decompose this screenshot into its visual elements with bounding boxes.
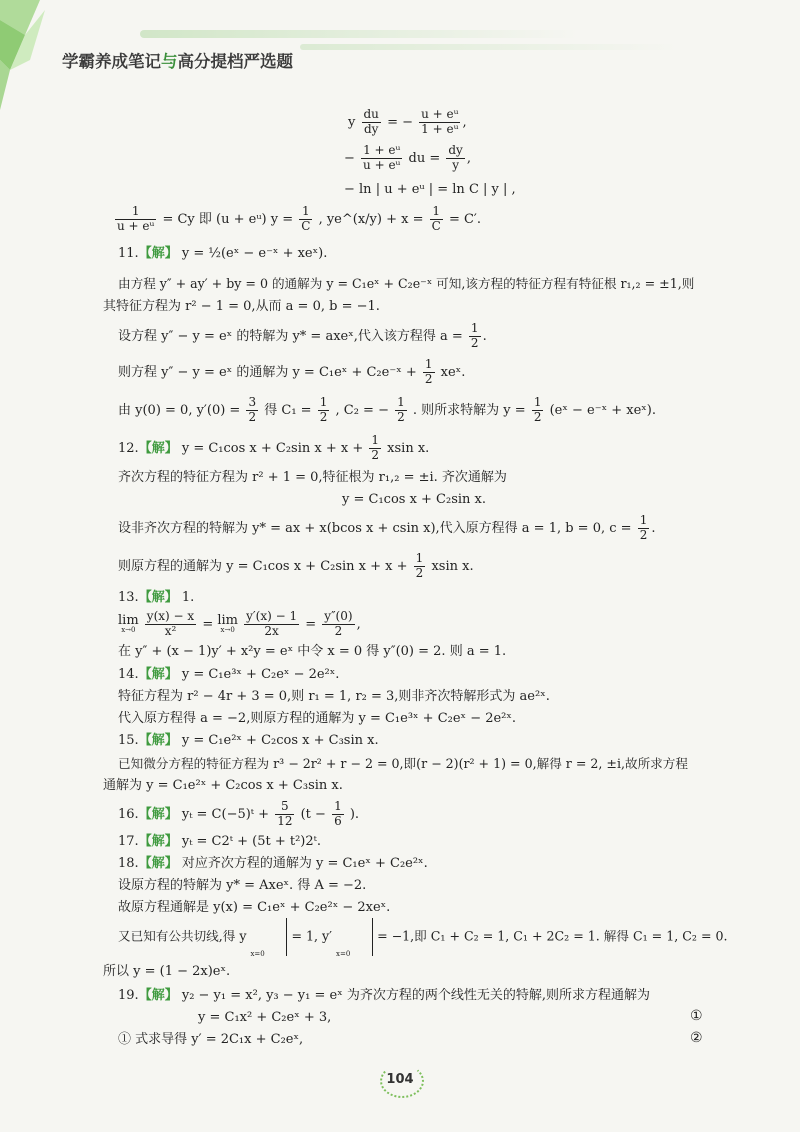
q19-text-b: ① 式求导得 y′ = 2C₁x + C₂eˣ,	[118, 1032, 304, 1047]
q15-answer: 15.【解】 y = C₁e²ˣ + C₂cos x + C₃sin x.	[118, 733, 379, 748]
q13-text: 在 y″ + (x − 1)y′ + x²y = eˣ 中令 x = 0 得 y″(0) = 2. 则 a = 1.	[118, 644, 507, 659]
header-decoration-2	[300, 44, 680, 50]
q16-answer: 16.【解】 yₜ = C(−5)ᵗ + $\frac{5}{12}$ (t − $\frac{1}{6}$ ).	[118, 799, 360, 828]
q15-text-a: 已知微分方程的特征方程为 r³ − 2r² + r − 2 = 0,即(r − 2)(r² + 1) = 0,解得 r = 2, ±i,故所求方程	[118, 756, 688, 771]
q15-text-b: 通解为 y = C₁e²ˣ + C₂cos x + C₃sin x.	[103, 778, 343, 793]
q18-text-a: 设原方程的特解为 y* = Axeˣ. 得 A = −2.	[118, 878, 367, 893]
q11-text-a: 由方程 y″ + ay′ + by = 0 的通解为 y = C₁eˣ + C₂e⁻ˣ 可知,该方程的特征方程有特征根 r₁,₂ = ±1,则	[118, 276, 695, 291]
q11-answer: 11.【解】 y = ½(eˣ − e⁻ˣ + xeˣ).	[118, 246, 328, 261]
q13-limit: lim x→0 $\frac{y(x) - x}{\text{x²}}$ = lim x→0 $\frac{y'(x) - 1}{2x}$ = $\frac{y''(0)}{2}$ ,	[118, 609, 361, 638]
eq-line-1: y $\frac{du}{dy}$ = − $\frac{\text{u + eᵘ}}{\text{1 + eᵘ}}$ ,	[348, 107, 467, 136]
q12-text-c: 设非齐次方程的特解为 y* = ax + x(bcos x + csin x),代入原方程得 a = 1, b = 0, c = $\frac{1}{2}$ .	[118, 513, 656, 542]
page-number: 104	[380, 1066, 420, 1096]
q11-text-c: 设方程 y″ − y = eˣ 的特解为 y* = axeˣ,代入该方程得 a = $\frac{1}{2}$ .	[118, 321, 487, 350]
q18-text-d: 所以 y = (1 − 2x)eˣ.	[103, 964, 231, 979]
eq-line-4: $\frac{1}{\text{u + eᵘ}}$ = Cy 即 (u + eᵘ) y = $\frac{1}{C}$ , ye^(x/y) + x = $\frac{1}{C}$ = C′.	[117, 204, 482, 233]
q14-answer: 14.【解】 y = C₁e³ˣ + C₂eˣ − 2e²ˣ.	[118, 667, 340, 682]
q14-text-b: 代入原方程得 a = −2,则原方程的通解为 y = C₁e³ˣ + C₂eˣ − 2e²ˣ.	[118, 711, 517, 726]
q17-answer: 17.【解】 yₜ = C2ᵗ + (5t + t²)2ᵗ.	[118, 834, 321, 849]
q18-text-c: 又已知有公共切线,得 y x=0 = 1, y′ x=0 = −1,即 C₁ + C₂ = 1, C₁ + 2C₂ = 1. 解得 C₁ = 1, C₂ = 0.	[118, 918, 728, 956]
page-header: 学霸养成笔记与高分提档严选题	[62, 52, 293, 71]
q11-text-d: 则方程 y″ − y = eˣ 的通解为 y = C₁eˣ + C₂e⁻ˣ + $\frac{1}{2}$ xeˣ.	[118, 357, 466, 386]
circled-1: ①	[690, 1008, 703, 1024]
header-decoration	[140, 30, 580, 38]
eq-line-2: − $\frac{\text{1 + eᵘ}}{\text{u + eᵘ}}$ du = $\frac{dy}{y}$ ,	[344, 143, 471, 172]
q13-answer: 13.【解】 1.	[118, 590, 195, 605]
q12-text-d: 则原方程的通解为 y = C₁cos x + C₂sin x + x + $\frac{1}{2}$ xsin x.	[118, 551, 474, 580]
corner-decoration	[0, 0, 60, 130]
q12-answer: 12.【解】 y = C₁cos x + C₂sin x + x + $\frac{1}{2}$ xsin x.	[118, 433, 430, 462]
eq-line-3: − ln | u + eᵘ | = ln C | y | ,	[344, 182, 516, 197]
q19-text-a: y = C₁x² + C₂eˣ + 3,	[198, 1010, 332, 1025]
q11-text-e: 由 y(0) = 0, y′(0) = $\frac{3}{2}$ 得 C₁ = $\frac{1}{2}$ , C₂ = − $\frac{1}{2}$ . 则所求特解为 y = $\frac{1}{2}$ (eˣ − e⁻ˣ + xeˣ).	[118, 395, 657, 424]
q18-text-b: 故原方程通解是 y(x) = C₁eˣ + C₂e²ˣ − 2xeˣ.	[118, 900, 391, 915]
q19-answer: 19.【解】 y₂ − y₁ = x², y₃ − y₁ = eˣ 为齐次方程的两个线性无关的特解,则所求方程通解为	[118, 988, 650, 1003]
q12-text-b: y = C₁cos x + C₂sin x.	[342, 492, 487, 507]
q18-answer: 18.【解】 对应齐次方程的通解为 y = C₁eˣ + C₂e²ˣ.	[118, 856, 428, 871]
q12-text-a: 齐次方程的特征方程为 r² + 1 = 0,特征根为 r₁,₂ = ±i. 齐次通解为	[118, 470, 507, 485]
circled-2: ②	[690, 1030, 703, 1046]
q14-text-a: 特征方程为 r² − 4r + 3 = 0,则 r₁ = 1, r₂ = 3,则非齐次特解形式为 ae²ˣ.	[118, 689, 550, 704]
q11-text-b: 其特征方程为 r² − 1 = 0,从而 a = 0, b = −1.	[103, 299, 380, 314]
